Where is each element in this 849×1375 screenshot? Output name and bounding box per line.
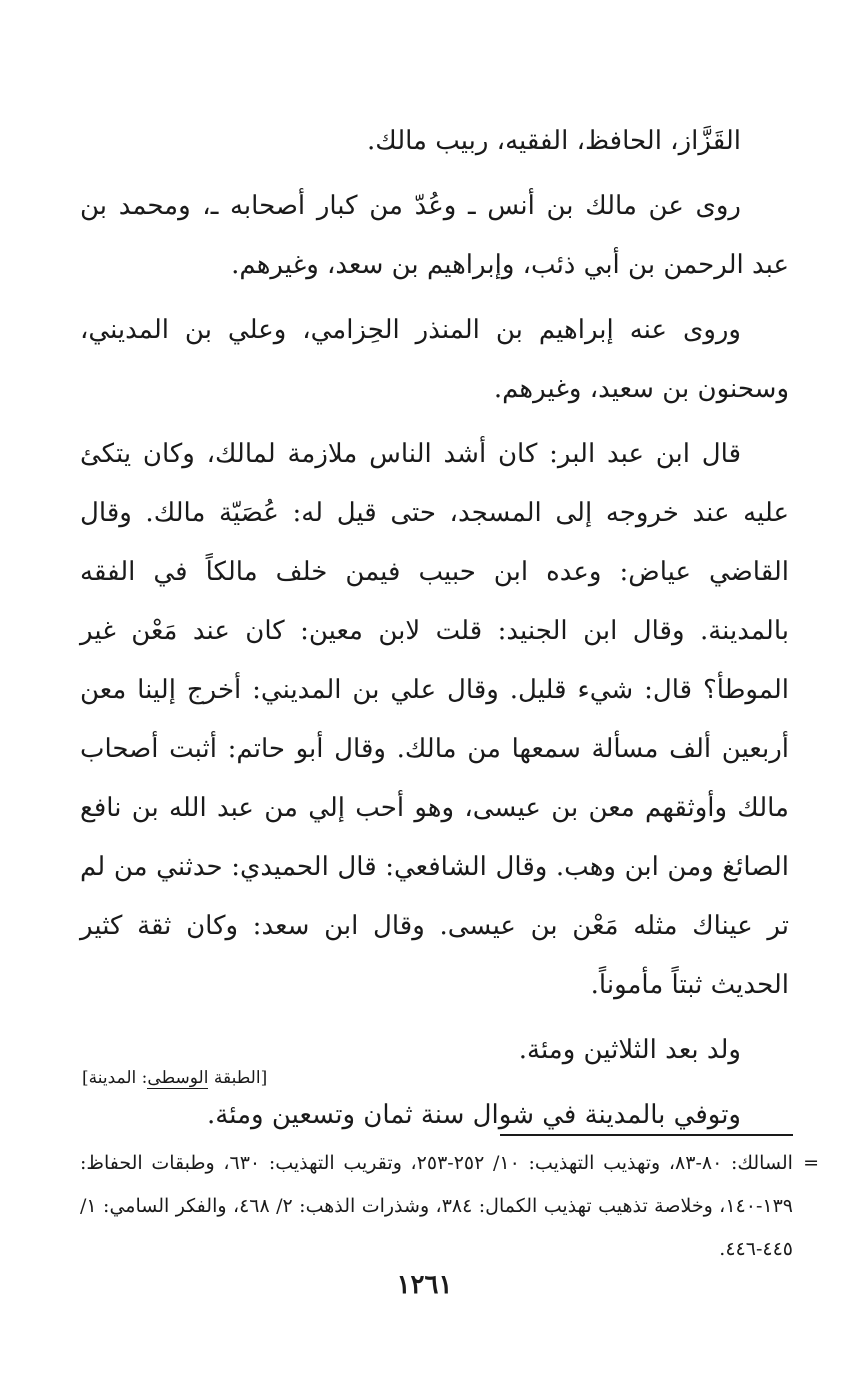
main-text — [80, 112, 789, 1145]
footnote-continuation-marker: = — [803, 1152, 819, 1174]
paragraph-birth: ولد بعد الثلاثين ومئة. — [518, 1035, 741, 1065]
paragraph-scholar-opinions: قال ابن عبد البر: كان أشد الناس ملازمة لمالك، وكان يتكئ عليه عند خروجه إلى المسجد، حتى قيل له: عُصَيّة مالك. وقال القاضي عياض: وعده ابن حبيب فيمن خلف مالكاً في الفقه بالمدينة. وقال ابن الجنيد: قلت لابن معين: كان عند مَعْن غير الموطأ؟ قال: شيء قليل. وقال علي بن المديني: أخرج إلينا معن أربعين ألف مسألة سمعها من مالك. وقال أبو حاتم: أثبت أصحاب مالك وأوثقهم معن بن عيسى، وهو أحب إلي من عبد الله بن نافع الصائغ ومن ابن وهب. وقال الشافعي: قال الحميدي: حدثني من لم تر عيناك مثله مَعْن بن عيسى. وقال ابن سعد: وكان ثقة كثير الحديث ثبتاً مأموناً. — [80, 439, 789, 1000]
footnote-text: السالك: ٨٠-٨٣، وتهذيب التهذيب: ١٠/ ٢٥٢-٢٥٣، وتقريب التهذيب: ٦٣٠، وطبقات الحفاظ: ١٣٩-١٤٠، وخلاصة تذهيب تهذيب الكمال: ٣٨٤، وشذرات الذهب: ٢/ ٤٦٨، والفكر السامي: ١/ ٤٤٥-٤٤٦. — [80, 1152, 793, 1260]
paragraph-intro: القَزَّاز، الحافظ، الفقيه، ربيب مالك. — [367, 126, 741, 156]
page-number: ١٢٦١ — [396, 1270, 453, 1300]
label-open-bracket: [ — [260, 1068, 268, 1088]
paragraph-death: وتوفي بالمدينة في شوال سنة ثمان وتسعين ومئة. — [207, 1100, 741, 1130]
tabaqa-label — [82, 1068, 267, 1088]
paragraph-narrated-by: وروى عنه إبراهيم بن المنذر الحِزامي، وعلي بن المديني، وسحنون بن سعيد، وغيرهم. — [80, 315, 789, 404]
label-suffix: : المدينة — [88, 1068, 148, 1088]
label-prefix: الطبقة — [208, 1068, 261, 1088]
label-underlined-word: الوسطى — [147, 1068, 209, 1088]
footnote-divider — [500, 1134, 793, 1136]
footnote-block — [80, 1142, 819, 1271]
label-close-bracket: ] — [82, 1068, 89, 1088]
paragraph-narrated-from: روى عن مالك بن أنس ـ وعُدّ من كبار أصحابه ـ، ومحمد بن عبد الرحمن بن أبي ذئب، وإبراهيم بن سعد، وغيرهم. — [80, 191, 789, 280]
